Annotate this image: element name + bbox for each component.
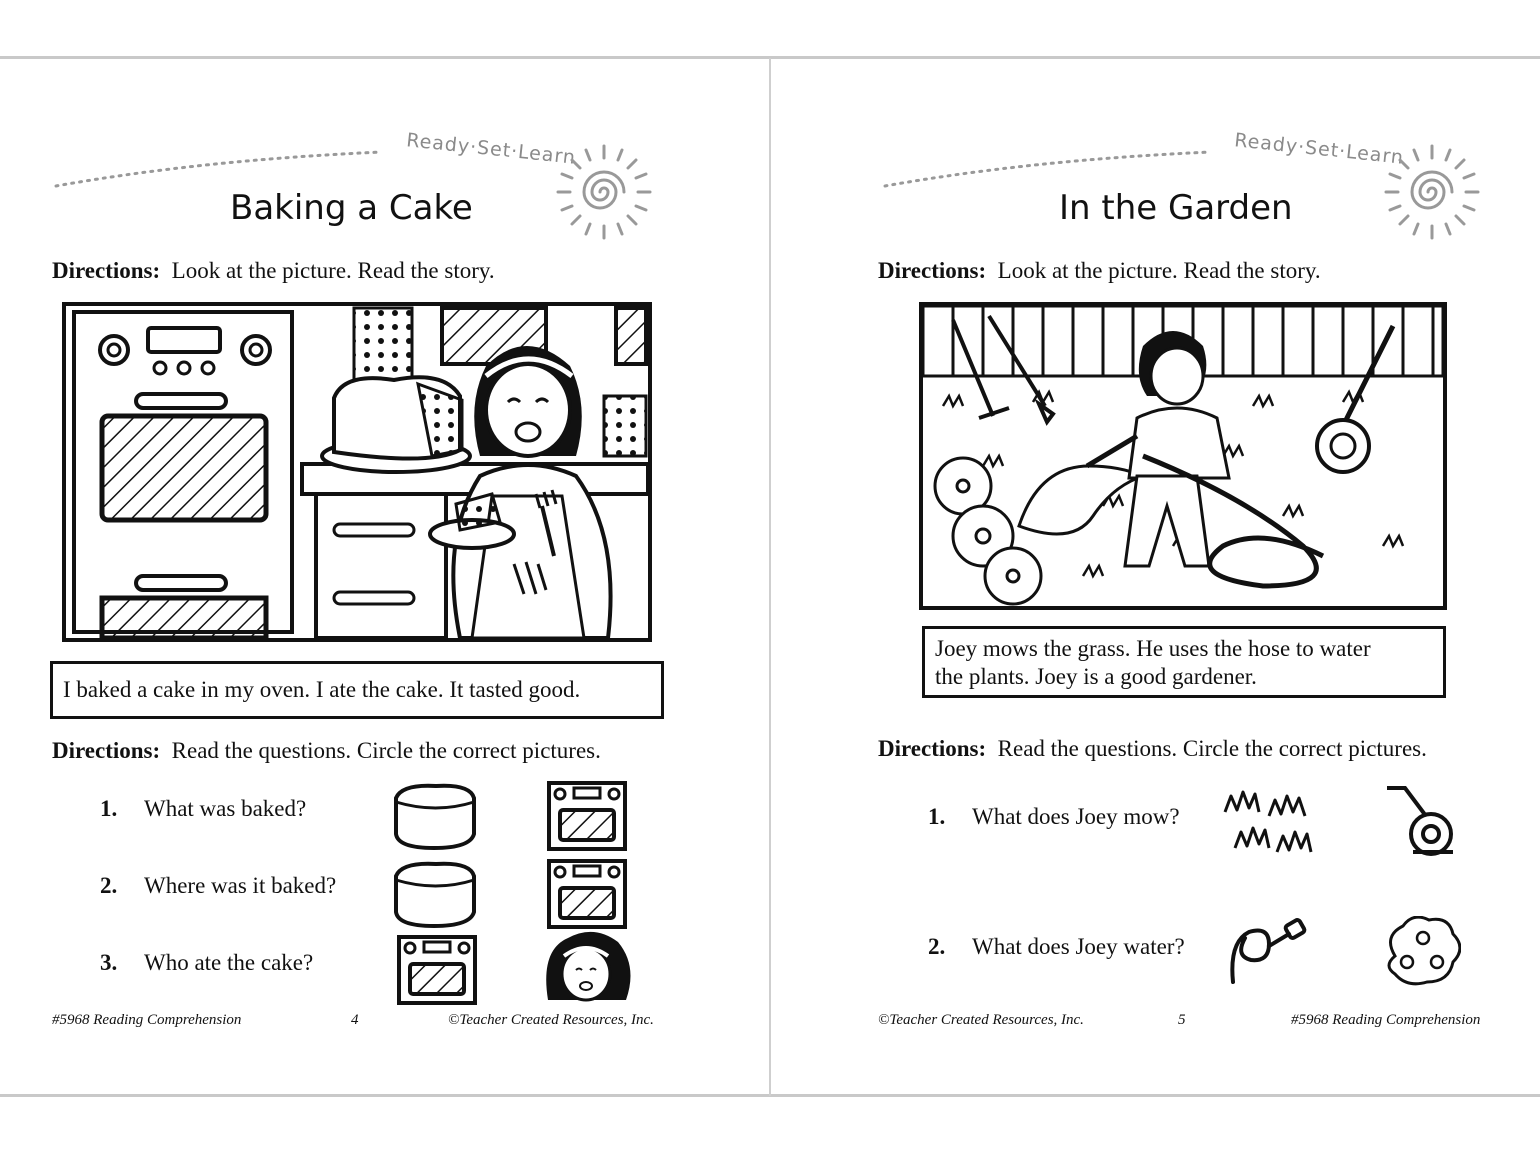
cake-icon[interactable] [390,858,480,928]
directions-label: Directions: [878,258,987,283]
footer-right: #5968 Reading Comprehension [1291,1012,1481,1028]
question-text: Where was it baked? [144,873,337,898]
question-1 [928,804,1180,830]
kitchen-illustration [62,302,652,642]
story-line: the plants. Joey is a good gardener. [935,664,1257,689]
directions-text: Read the questions. Circle the correct pictures. [997,736,1427,761]
page-title: Baking a Cake [230,188,473,228]
directions-circle-pictures [878,736,1427,762]
dotted-swoosh-decoration [52,146,392,191]
story-text-box [922,626,1446,698]
question-number: 1. [100,796,118,821]
directions-read-story [878,258,1321,284]
question-text: What was baked? [144,796,307,821]
question-text: What does Joey water? [972,934,1185,959]
garden-illustration [919,302,1447,610]
question-text: Who ate the cake? [144,950,314,975]
story-line: Joey mows the grass. He uses the hose to water [935,636,1371,661]
footer-left: ©Teacher Created Resources, Inc. [878,1012,1084,1028]
dotted-swoosh-decoration [881,146,1221,191]
directions-text: Look at the picture. Read the story. [171,258,495,283]
directions-circle-pictures [52,738,601,764]
question-3 [100,950,313,976]
directions-label: Directions: [878,736,987,761]
grass-icon[interactable] [1221,782,1319,858]
directions-text: Look at the picture. Read the story. [997,258,1321,283]
brand-logo-text: Ready·Set·Learn [1233,129,1406,169]
footer-right: ©Teacher Created Resources, Inc. [448,1012,654,1028]
directions-read-story [52,258,495,284]
page-title: In the Garden [1059,188,1293,228]
sun-swirl-icon [1380,140,1484,244]
oven-icon[interactable] [396,934,478,1006]
question-2 [100,873,336,899]
directions-label: Directions: [52,738,161,763]
right-page [771,58,1539,1094]
question-number: 1. [928,804,946,829]
oven-icon[interactable] [546,858,628,930]
page-number: 4 [351,1012,359,1028]
flower-bush-icon[interactable] [1385,916,1461,988]
directions-text: Read the questions. Circle the correct pictures. [171,738,601,763]
page-number: 5 [1178,1012,1186,1028]
question-2 [928,934,1185,960]
question-number: 2. [928,934,946,959]
oven-icon[interactable] [546,780,628,852]
question-number: 3. [100,950,118,975]
brand-logo-text: Ready·Set·Learn [405,129,578,169]
question-1 [100,796,306,822]
question-number: 2. [100,873,118,898]
directions-label: Directions: [52,258,161,283]
cake-icon[interactable] [390,780,480,850]
girl-face-icon[interactable] [540,930,632,1006]
footer-left: #5968 Reading Comprehension [52,1012,242,1028]
question-text: What does Joey mow? [972,804,1180,829]
sun-swirl-icon [552,140,656,244]
left-page [0,58,768,1094]
lawn-mower-icon[interactable] [1383,782,1463,860]
story-text-box: I baked a cake in my oven. I ate the cake. It tasted good. [50,661,664,719]
hose-icon[interactable] [1227,916,1309,988]
